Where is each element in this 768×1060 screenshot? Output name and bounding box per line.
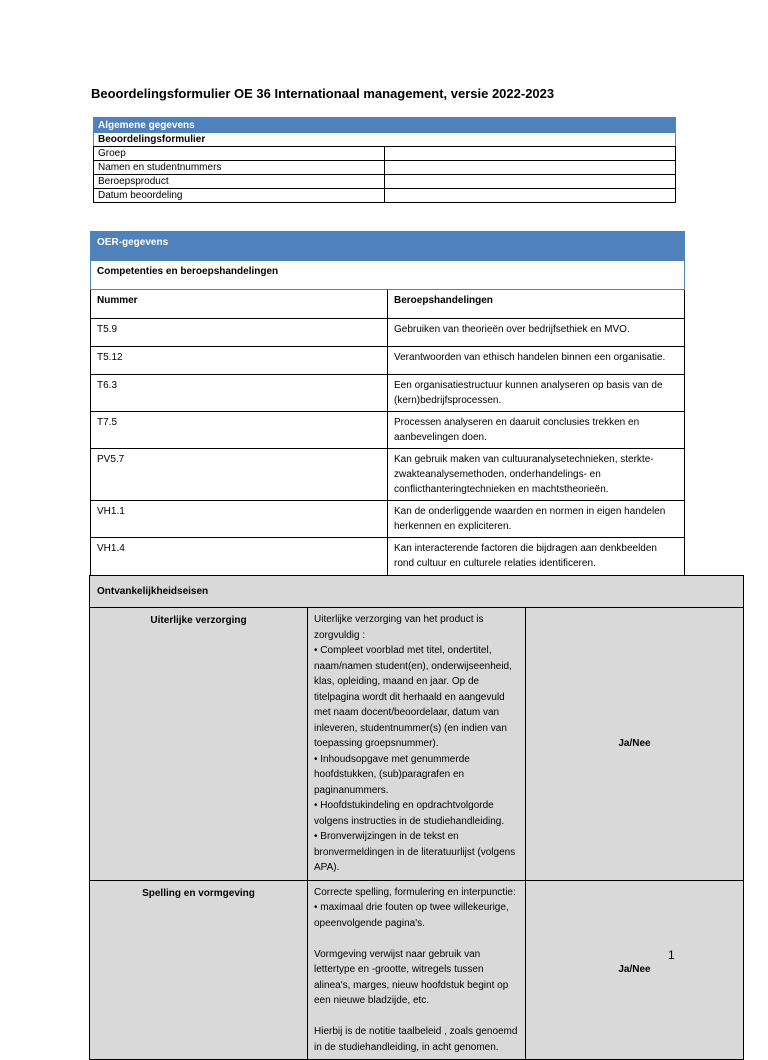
table-row xyxy=(91,501,685,538)
competence-number: T6.3 xyxy=(91,375,388,412)
competence-number: T5.12 xyxy=(91,347,388,375)
groep-field[interactable] xyxy=(385,147,676,161)
column-header-nummer: Nummer xyxy=(91,290,388,319)
table-row xyxy=(91,449,685,501)
table-row xyxy=(94,189,676,203)
datum-beoordeling-field[interactable] xyxy=(385,189,676,203)
oer-header: OER-gegevens xyxy=(91,232,685,261)
competence-text: Een organisatiestructuur kunnen analyseren op basis van de (kern)bedrijfsprocessen. xyxy=(388,375,685,412)
oer-gegevens-table xyxy=(90,231,685,582)
table-row xyxy=(90,608,744,881)
competence-text: Kan de onderliggende waarden en normen in eigen handelen herkennen en expliciteren. xyxy=(388,501,685,538)
page-title: Beoordelingsformulier OE 36 Internationaal management, versie 2022-2023 xyxy=(91,86,555,101)
field-label: Groep xyxy=(94,147,385,161)
competence-number: VH1.4 xyxy=(91,538,388,582)
description-line: • Compleet voorblad met titel, ondertitel, naam/namen student(en), onderwijseenheid, klas, opleiding, maand en jaar. Op de titelpagina wordt dit herhaald en aangevuld met naam docent/beoordelaar, datum van inleveren, studentnummer(s) (en indien van toepassing groepsnummer). xyxy=(314,645,512,749)
description-line: • Bronverwijzingen in de tekst en bronvermeldingen in de literatuurlijst (volgens APA). xyxy=(314,831,516,873)
description-line: Correcte spelling, formulering en interpunctie: xyxy=(314,886,516,898)
table-row xyxy=(91,412,685,449)
field-label: Beroepsproduct xyxy=(94,175,385,189)
table-row xyxy=(91,375,685,412)
table-row xyxy=(94,147,676,161)
algemene-subheader: Beoordelingsformulier xyxy=(94,133,676,147)
competence-text: Kan interacterende factoren die bijdragen aan denkbeelden rond cultuur en culturele relaties identificeren. xyxy=(388,538,685,582)
criterion-label: Uiterlijke verzorging xyxy=(90,608,308,881)
beroepsproduct-field[interactable] xyxy=(385,175,676,189)
competence-text: Kan gebruik maken van cultuuranalysetechnieken, sterkte-zwakteanalysemethoden, onderhandelings- en conflicthanteringtechnieken en machtstheorieën. xyxy=(388,449,685,501)
field-label: Namen en studentnummers xyxy=(94,161,385,175)
table-row xyxy=(91,347,685,375)
competence-text: Verantwoorden van ethisch handelen binnen een organisatie. xyxy=(388,347,685,375)
criterion-description xyxy=(308,608,526,881)
competence-text: Processen analyseren en daaruit conclusies trekken en aanbevelingen doen. xyxy=(388,412,685,449)
competence-text: Gebruiken van theorieën over bedrijfsethiek en MVO. xyxy=(388,319,685,347)
page-number: 1 xyxy=(668,948,675,962)
ontvankelijkheidseisen-table xyxy=(89,575,744,1060)
description-line: • maximaal drie fouten op twee willekeurige, opeenvolgende pagina's. xyxy=(314,902,509,929)
table-row xyxy=(94,175,676,189)
field-label: Datum beoordeling xyxy=(94,189,385,203)
algemene-header: Algemene gegevens xyxy=(94,118,676,133)
column-header-beroepshandelingen: Beroepshandelingen xyxy=(388,290,685,319)
description-line: • Hoofdstukindeling en opdrachtvolgorde volgens instructies in de studiehandleiding. xyxy=(314,800,505,827)
competence-number: T7.5 xyxy=(91,412,388,449)
description-line: Vormgeving verwijst naar gebruik van lettertype en -grootte, witregels tussen alinea's, marges, nieuw hoofdstuk begint op een nieuwe bladzijde, etc. xyxy=(314,948,509,1006)
description-line: Uiterlijke verzorging van het product is zorgvuldig : xyxy=(314,614,484,641)
verdict-ja-nee[interactable]: Ja/Nee xyxy=(526,608,744,881)
table-row xyxy=(91,319,685,347)
verdict-ja-nee[interactable]: Ja/Nee xyxy=(526,880,744,1060)
description-line: Hierbij is de notitie taalbeleid , zoals genoemd in de studiehandleiding, in acht genomen. xyxy=(314,1026,518,1053)
criterion-label: Spelling en vormgeving xyxy=(90,880,308,1060)
criterion-description xyxy=(308,880,526,1060)
namen-studentnummers-field[interactable] xyxy=(385,161,676,175)
table-row xyxy=(90,880,744,1060)
ontvankelijkheid-header: Ontvankelijkheidseisen xyxy=(90,576,744,608)
algemene-gegevens-table xyxy=(93,117,676,203)
description-line: • Inhoudsopgave met genummerde hoofdstukken, (sub)paragrafen en paginanummers. xyxy=(314,753,470,796)
table-row xyxy=(94,161,676,175)
oer-subheader: Competenties en beroepshandelingen xyxy=(91,261,685,290)
competence-number: VH1.1 xyxy=(91,501,388,538)
competence-number: T5.9 xyxy=(91,319,388,347)
competence-number: PV5.7 xyxy=(91,449,388,501)
